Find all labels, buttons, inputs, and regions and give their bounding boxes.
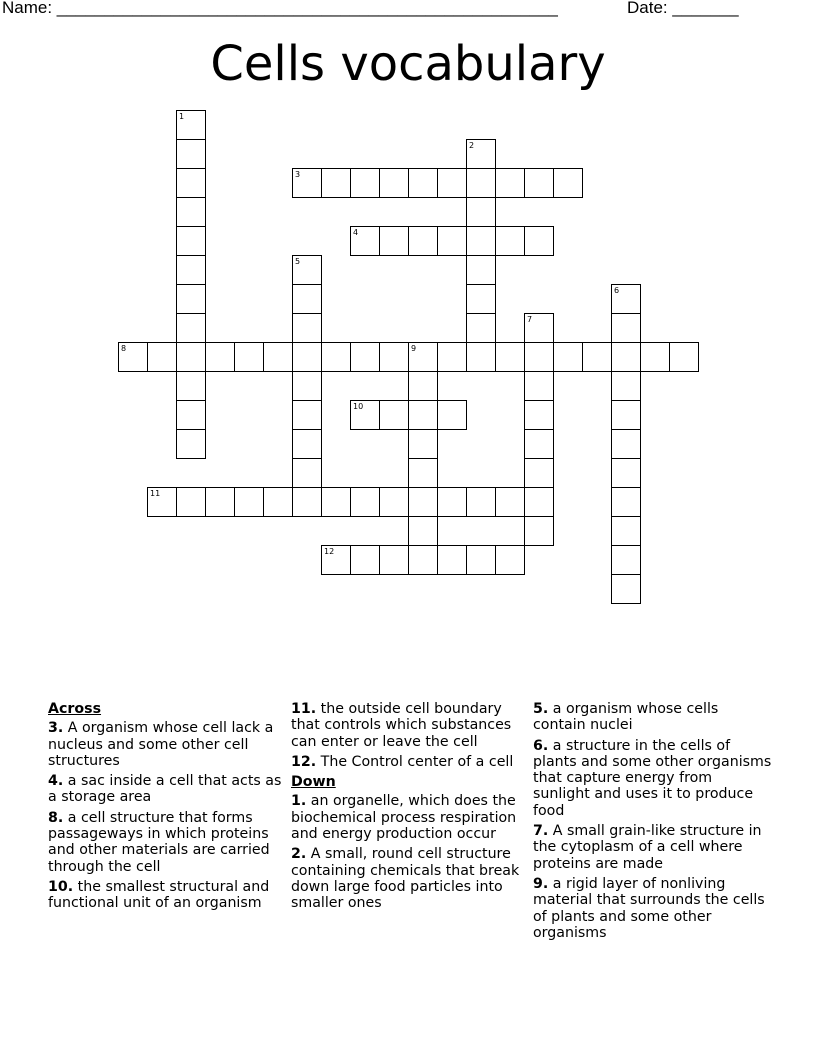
crossword-cell[interactable] <box>611 574 641 604</box>
crossword-cell[interactable] <box>611 313 641 343</box>
crossword-cell[interactable] <box>408 458 438 488</box>
crossword-cell[interactable] <box>350 168 380 198</box>
crossword-cell[interactable] <box>466 226 496 256</box>
crossword-cell[interactable] <box>118 342 148 372</box>
clue-number: 7. <box>533 823 549 840</box>
clue-text: the smallest structural and functional unit of an organism <box>48 878 270 912</box>
clue-text: a structure in the cells of plants and some other organisms that capture energy from sunlight and uses it to produce food <box>533 737 772 819</box>
crossword-cell[interactable] <box>176 110 206 140</box>
clue-down-5 <box>533 701 773 734</box>
crossword-cell[interactable] <box>292 400 322 430</box>
crossword-cell[interactable] <box>408 400 438 430</box>
crossword-cell[interactable] <box>466 545 496 575</box>
crossword-cell[interactable] <box>408 429 438 459</box>
clue-across-8 <box>48 810 284 875</box>
crossword-cell[interactable] <box>205 487 235 517</box>
crossword-cell[interactable] <box>350 342 380 372</box>
crossword-cell[interactable] <box>292 168 322 198</box>
crossword-cell[interactable] <box>611 458 641 488</box>
clue-across-11 <box>291 701 527 750</box>
crossword-cell[interactable] <box>466 487 496 517</box>
crossword-cell[interactable] <box>408 342 438 372</box>
crossword-cell[interactable] <box>582 342 612 372</box>
crossword-cell[interactable] <box>379 400 409 430</box>
crossword-cell[interactable] <box>553 168 583 198</box>
clue-number: 11. <box>291 701 317 717</box>
date-field[interactable]: Date: _______ <box>627 0 739 17</box>
crossword-cell[interactable] <box>176 313 206 343</box>
crossword-cell[interactable] <box>466 342 496 372</box>
clue-number: 5. <box>533 701 549 717</box>
clue-across-12 <box>291 754 527 770</box>
crossword-cell[interactable] <box>437 545 467 575</box>
crossword-cell[interactable] <box>379 487 409 517</box>
crossword-cell[interactable] <box>437 400 467 430</box>
crossword-cell[interactable] <box>292 487 322 517</box>
page-title: Cells vocabulary <box>210 36 606 92</box>
clue-text: an organelle, which does the biochemical process respiration and energy production occur <box>291 793 517 843</box>
crossword-cell[interactable] <box>466 284 496 314</box>
crossword-cell[interactable] <box>524 429 554 459</box>
crossword-cell[interactable] <box>524 313 554 343</box>
clue-text: A organism whose cell lack a nucleus and some other cell structures <box>48 720 274 769</box>
crossword-cell[interactable] <box>350 545 380 575</box>
clues-column-3 <box>533 701 773 945</box>
clue-number: 4. <box>48 773 64 790</box>
crossword-cell[interactable] <box>408 168 438 198</box>
clue-number: 6. <box>533 737 549 754</box>
clue-number-label: 12 <box>324 547 335 556</box>
clue-number-label: 5 <box>295 257 301 266</box>
crossword-cell[interactable] <box>176 429 206 459</box>
clue-number-label: 2 <box>469 141 475 150</box>
clue-text: A small, round cell structure containing chemicals that break down large food particles into smaller ones <box>291 846 520 912</box>
clue-number: 3. <box>48 720 64 737</box>
crossword-cell[interactable] <box>205 342 235 372</box>
clue-down-6 <box>533 738 773 819</box>
crossword-cell[interactable] <box>292 371 322 401</box>
crossword-cell[interactable] <box>611 429 641 459</box>
clues-column-1 <box>48 701 284 916</box>
crossword-cell[interactable] <box>263 342 293 372</box>
crossword-cell[interactable] <box>495 168 525 198</box>
crossword-cell[interactable] <box>495 342 525 372</box>
clue-number-label: 4 <box>353 228 359 237</box>
clues-column-2 <box>291 701 527 916</box>
clue-number-label: 11 <box>150 489 161 498</box>
crossword-cell[interactable] <box>408 516 438 546</box>
crossword-cell[interactable] <box>176 226 206 256</box>
clue-down-7 <box>533 823 773 872</box>
crossword-cell[interactable] <box>176 139 206 169</box>
clue-number-label: 9 <box>411 344 417 353</box>
clue-text: a rigid layer of nonliving material that surrounds the cells of plants and some other organisms <box>533 875 765 941</box>
crossword-cell[interactable] <box>466 255 496 285</box>
crossword-cell[interactable] <box>640 342 670 372</box>
crossword-cell[interactable] <box>408 487 438 517</box>
clue-text: A small grain-like structure in the cytoplasm of a cell where proteins are made <box>533 823 762 872</box>
crossword-cell[interactable] <box>321 545 351 575</box>
crossword-cell[interactable] <box>292 313 322 343</box>
clue-number-label: 7 <box>527 315 533 324</box>
clue-across-3 <box>48 720 284 769</box>
crossword-cell[interactable] <box>234 342 264 372</box>
crossword-cell[interactable] <box>495 487 525 517</box>
clue-down-1 <box>291 793 527 842</box>
clue-number: 9. <box>533 875 549 892</box>
crossword-cell[interactable] <box>176 197 206 227</box>
crossword-cell[interactable] <box>321 168 351 198</box>
name-field[interactable]: Name: _____________________________________________________ <box>2 0 558 17</box>
clue-number: 1. <box>291 793 307 810</box>
crossword-cell[interactable] <box>466 168 496 198</box>
crossword-cell[interactable] <box>379 226 409 256</box>
crossword-cell[interactable] <box>292 255 322 285</box>
clue-text: a sac inside a cell that acts as a storage area <box>48 773 282 806</box>
clue-text: a organism whose cells contain nuclei <box>533 701 719 734</box>
crossword-cell[interactable] <box>611 487 641 517</box>
clue-number: 10. <box>48 878 74 895</box>
worksheet-header <box>0 0 816 20</box>
clue-number: 12. <box>291 753 317 770</box>
crossword-cell[interactable] <box>292 458 322 488</box>
crossword-cell[interactable] <box>611 342 641 372</box>
crossword-cell[interactable] <box>147 487 177 517</box>
crossword-cell[interactable] <box>466 139 496 169</box>
crossword-cell[interactable] <box>379 545 409 575</box>
crossword-cell[interactable] <box>176 255 206 285</box>
clue-down-2 <box>291 846 527 911</box>
crossword-cell[interactable] <box>466 313 496 343</box>
crossword-cell[interactable] <box>611 371 641 401</box>
crossword-cell[interactable] <box>379 342 409 372</box>
crossword-cell[interactable] <box>408 545 438 575</box>
clue-number-label: 1 <box>179 112 185 121</box>
crossword-cell[interactable] <box>437 487 467 517</box>
crossword-cell[interactable] <box>553 342 583 372</box>
crossword-cell[interactable] <box>321 487 351 517</box>
crossword-cell[interactable] <box>611 284 641 314</box>
crossword-cell[interactable] <box>437 226 467 256</box>
crossword-cell[interactable] <box>147 342 177 372</box>
crossword-cell[interactable] <box>321 342 351 372</box>
crossword-cell[interactable] <box>669 342 699 372</box>
crossword-cell[interactable] <box>292 284 322 314</box>
crossword-cell[interactable] <box>495 226 525 256</box>
crossword-cell[interactable] <box>350 226 380 256</box>
crossword-cell[interactable] <box>524 371 554 401</box>
crossword-cell[interactable] <box>234 487 264 517</box>
crossword-cell[interactable] <box>524 342 554 372</box>
crossword-cell[interactable] <box>611 516 641 546</box>
crossword-cell[interactable] <box>292 342 322 372</box>
clue-number-label: 6 <box>614 286 620 295</box>
crossword-cell[interactable] <box>350 400 380 430</box>
crossword-cell[interactable] <box>292 429 322 459</box>
clue-across-10 <box>48 879 284 912</box>
across-heading: Across <box>48 701 102 717</box>
clue-number-label: 3 <box>295 170 301 179</box>
clue-number: 8. <box>48 809 64 826</box>
crossword-cell[interactable] <box>495 545 525 575</box>
crossword-cell[interactable] <box>437 168 467 198</box>
crossword-cell[interactable] <box>176 400 206 430</box>
crossword-cell[interactable] <box>524 458 554 488</box>
crossword-cell[interactable] <box>611 400 641 430</box>
clue-number-label: 10 <box>353 402 364 411</box>
clue-across-4 <box>48 773 284 806</box>
crossword-cell[interactable] <box>176 342 206 372</box>
down-heading: Down <box>291 774 336 791</box>
crossword-cell[interactable] <box>524 487 554 517</box>
clue-down-9 <box>533 876 773 941</box>
crossword-cell[interactable] <box>524 516 554 546</box>
crossword-cell[interactable] <box>437 342 467 372</box>
crossword-cell[interactable] <box>408 371 438 401</box>
crossword-cell[interactable] <box>379 168 409 198</box>
crossword-cell[interactable] <box>263 487 293 517</box>
clue-text: the outside cell boundary that controls which substances can enter or leave the cell <box>291 701 512 750</box>
crossword-cell[interactable] <box>350 487 380 517</box>
crossword-cell[interactable] <box>524 168 554 198</box>
crossword-cell[interactable] <box>524 400 554 430</box>
crossword-cell[interactable] <box>176 284 206 314</box>
crossword-cell[interactable] <box>176 168 206 198</box>
crossword-cell[interactable] <box>524 226 554 256</box>
clue-text: a cell structure that forms passageways in which proteins and other materials are carried through the cell <box>48 809 270 875</box>
crossword-cell[interactable] <box>611 545 641 575</box>
crossword-cell[interactable] <box>466 197 496 227</box>
clue-text: The Control center of a cell <box>320 753 514 770</box>
crossword-cell[interactable] <box>408 226 438 256</box>
clue-number: 2. <box>291 846 307 863</box>
crossword-cell[interactable] <box>176 371 206 401</box>
clue-number-label: 8 <box>121 344 127 353</box>
crossword-cell[interactable] <box>176 487 206 517</box>
